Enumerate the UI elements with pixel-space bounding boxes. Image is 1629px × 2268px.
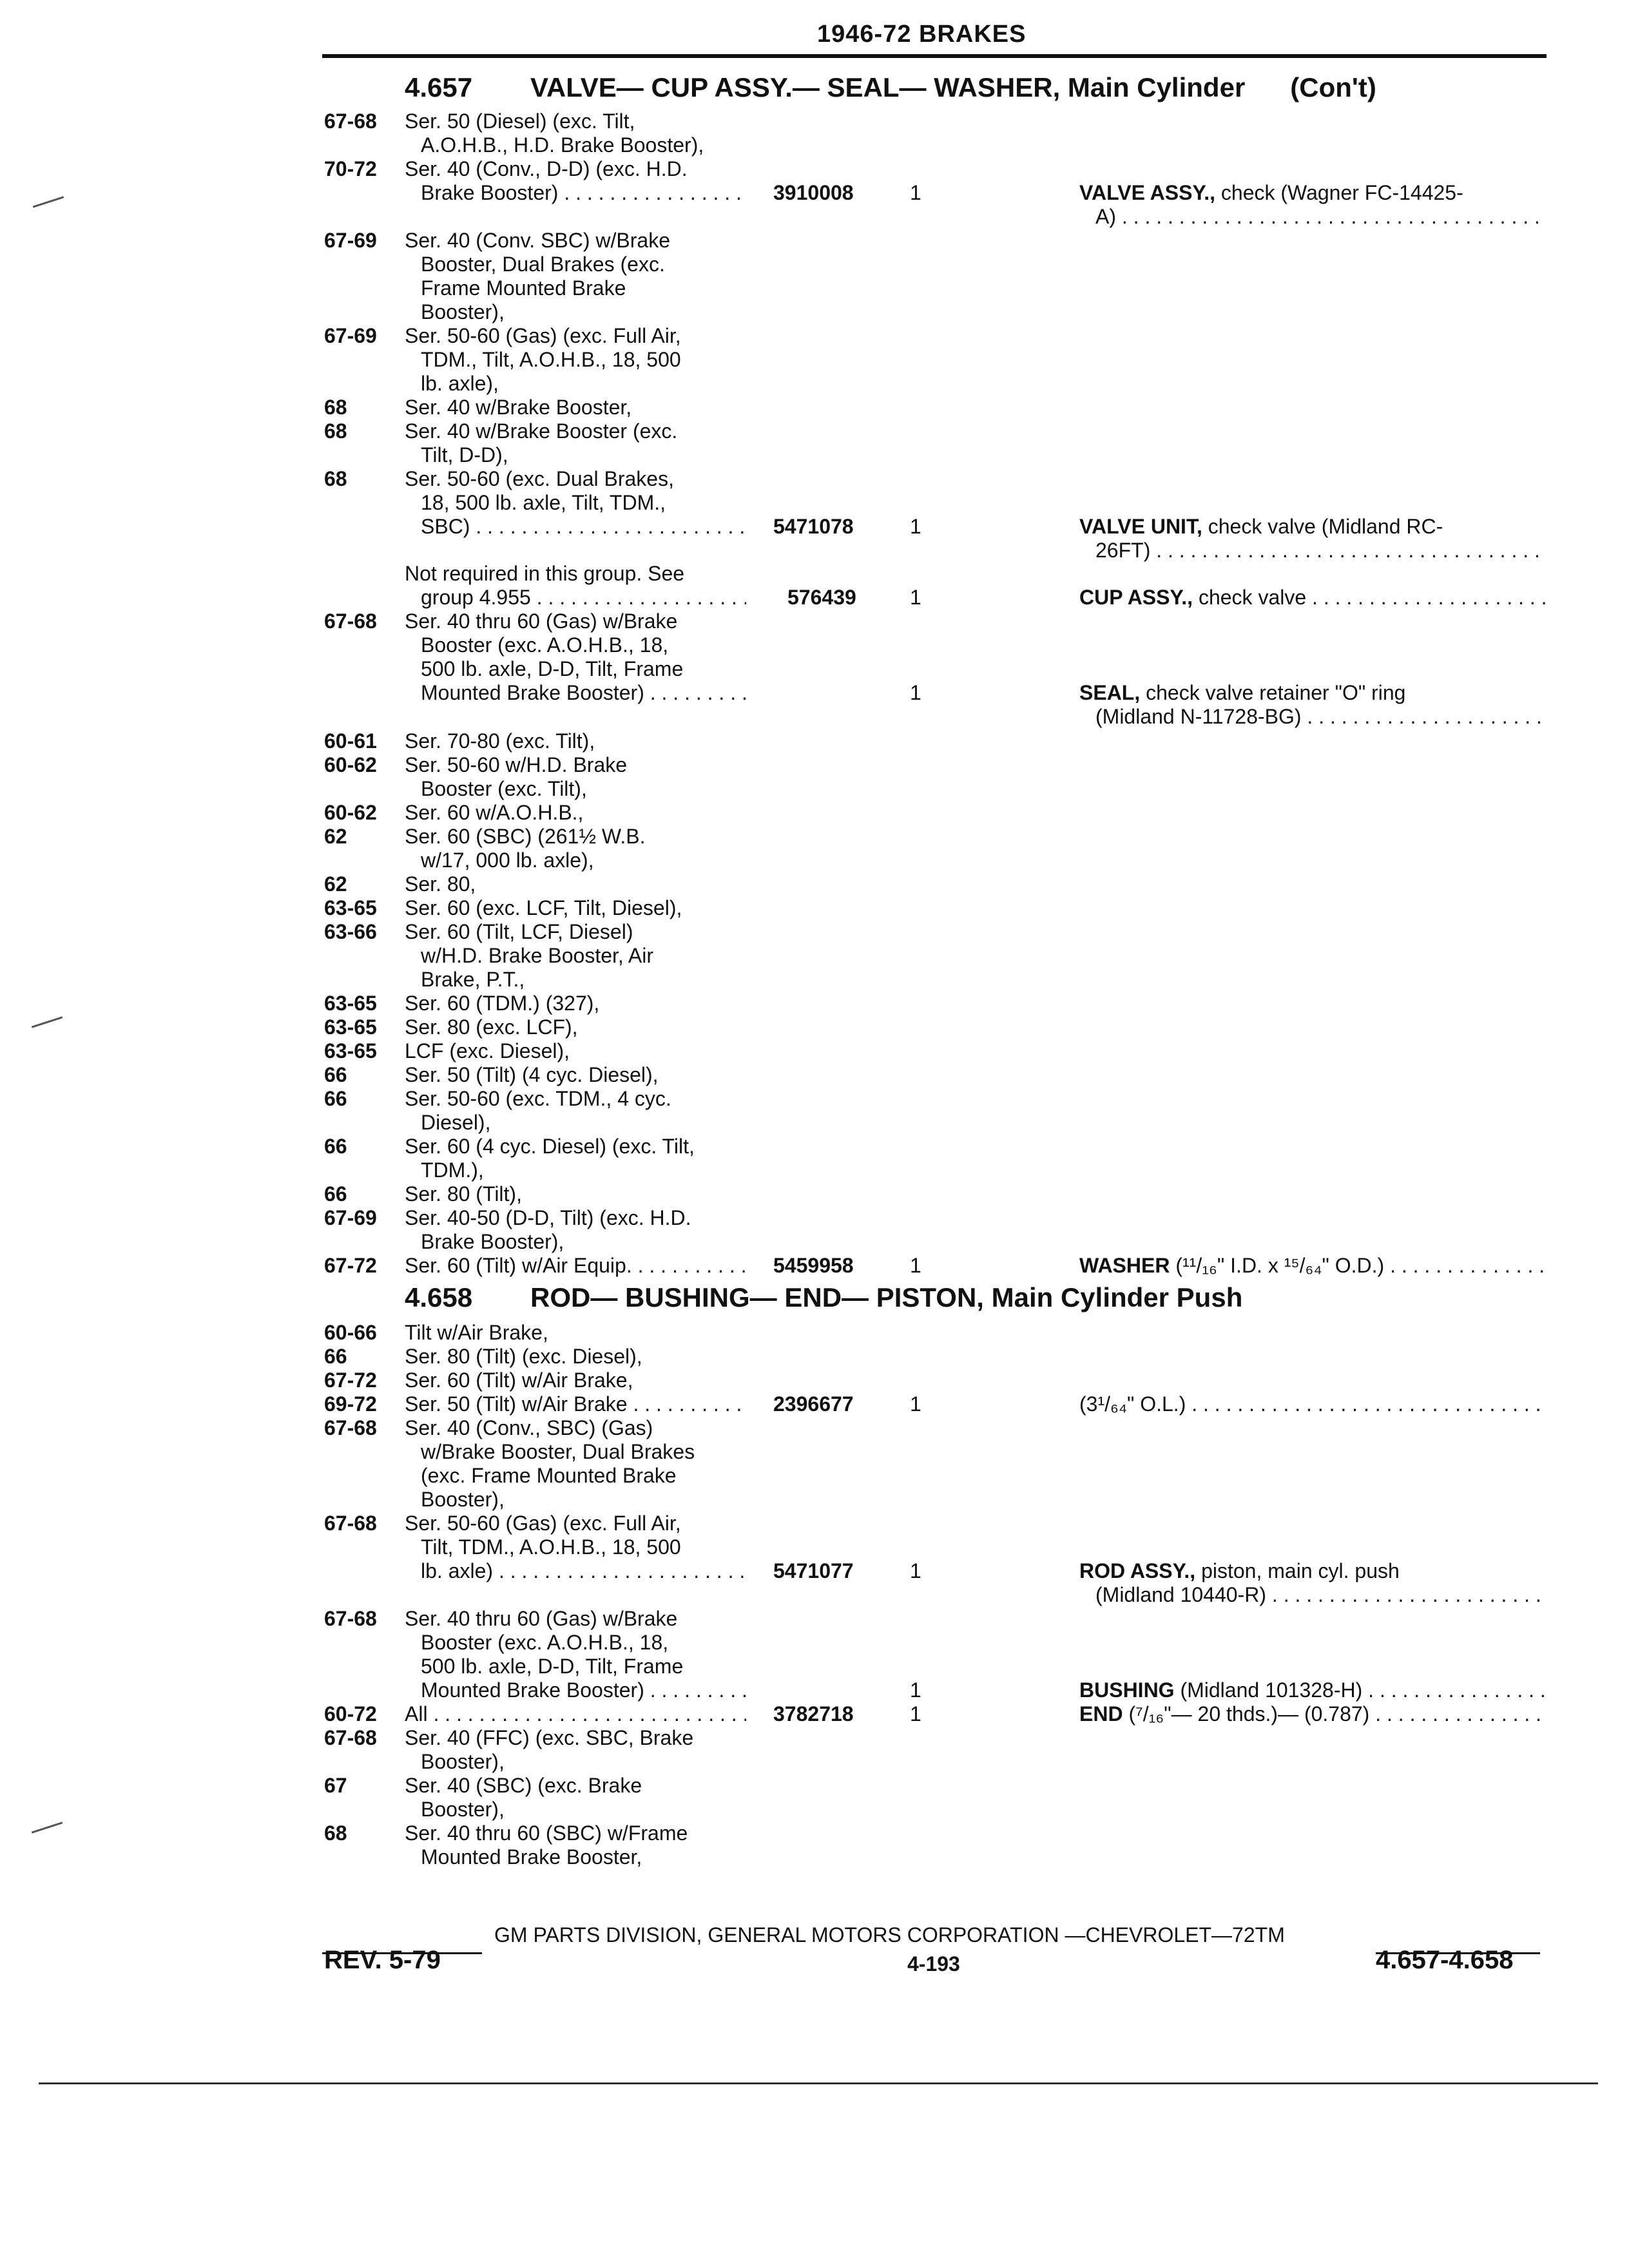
desc-line: Booster), [421,1750,505,1773]
desc-line: Ser. 80, [405,872,476,896]
year-range: 67-68 [324,1607,377,1630]
desc-line: Tilt w/Air Brake, [405,1321,548,1344]
part-detail-line: (Midland 10440-R) . . . [1079,1583,1547,1607]
year-range: 66 [324,1182,347,1206]
application-description [405,1416,746,1583]
part-detail-line: (Midland N-11728-BG) . . . [1079,705,1547,729]
desc-line: Ser. 40 thru 60 (SBC) w/Frame [405,1821,688,1845]
desc-line: lb. axle), [421,372,499,395]
application-description [405,1726,746,1869]
year-range: 68 [324,467,347,490]
section-title-4658 [405,1282,1242,1313]
desc-line: Frame Mounted Brake [421,276,626,300]
desc-line: Mounted Brake Booster, [421,1845,642,1869]
desc-line: Ser. 40 (SBC) (exc. Brake [405,1774,642,1797]
application-description [405,1321,746,1416]
desc-line: Ser. 50 (Diesel) (exc. Tilt, [405,110,635,133]
continued-label: (Con't) [1290,72,1376,102]
year-range: 67-69 [324,1206,377,1229]
desc-line: All . . . [405,1702,746,1726]
part-description [1079,1702,1547,1726]
part-detail: (3¹/₆₄" O.L.) [1079,1392,1186,1416]
part-number: 5471077 [773,1559,854,1582]
desc-line: Ser. 40 (Conv., D-D) (exc. H.D. [405,157,688,180]
quantity: 1 [910,1559,921,1582]
quantity: 1 [910,586,921,609]
year-range: 67-69 [324,229,377,252]
desc-line: lb. axle) . . . [405,1559,746,1583]
desc-line: Brake, P.T., [421,968,525,991]
desc-line: Brake Booster), [421,1230,564,1253]
desc-line: Ser. 60 (4 cyc. Diesel) (exc. Tilt, [405,1135,695,1158]
desc-line: Booster (exc. A.O.H.B., 18, [421,1631,669,1654]
year-range: 60-66 [324,1321,377,1344]
part-description [1079,1392,1547,1416]
desc-line: Tilt, TDM., A.O.H.B., 18, 500 [421,1535,681,1559]
desc-line: Booster), [421,300,505,323]
desc-line: Ser. 50-60 (exc. Dual Brakes, [405,467,674,490]
year-range: 68 [324,396,347,419]
year-range: 67-72 [324,1254,377,1277]
year-range: 67-68 [324,1416,377,1439]
quantity: 1 [910,1702,921,1725]
desc-line: Ser. 50-60 (Gas) (exc. Full Air, [405,1512,681,1535]
year-range: 67-68 [324,1726,377,1749]
part-number: 2396677 [773,1392,854,1416]
part-name: CUP ASSY., [1079,586,1193,609]
year-range: 63-65 [324,1015,377,1039]
desc-line: Ser. 40 w/Brake Booster, [405,396,632,419]
desc-line: (exc. Frame Mounted Brake [421,1464,677,1487]
desc-line: TDM.), [421,1158,484,1182]
application-description [405,110,746,205]
desc-line: Ser. 60 (exc. LCF, Tilt, Diesel), [405,896,682,919]
year-range: 66 [324,1135,347,1158]
part-detail-line: A) . . . [1079,205,1547,229]
part-number: 5471078 [773,515,854,538]
desc-line: Ser. 40 (Conv., SBC) (Gas) [405,1416,653,1439]
section-heading: VALVE— CUP ASSY.— SEAL— WASHER, Main Cylinder [530,72,1246,102]
section-range: 4.657-4.658 [1376,1946,1514,1974]
desc-line: TDM., Tilt, A.O.H.B., 18, 500 [421,348,681,371]
desc-line: Ser. 80 (Tilt) (exc. Diesel), [405,1345,642,1368]
desc-line: Ser. 80 (exc. LCF), [405,1015,578,1039]
desc-line: Tilt, D-D), [421,443,508,466]
application-description [405,229,746,539]
part-number: 3910008 [773,181,854,204]
desc-line: Ser. 60 (Tilt, LCF, Diesel) [405,920,633,943]
quantity: 1 [910,1392,921,1416]
part-name: END [1079,1702,1123,1725]
desc-line: 500 lb. axle, D-D, Tilt, Frame [421,657,684,680]
year-range: 66 [324,1345,347,1368]
part-description [1079,586,1547,610]
footer-publisher: GM PARTS DIVISION, GENERAL MOTORS CORPORATION —CHEVROLET—72TM [494,1923,1285,1946]
year-range: 63-65 [324,1039,377,1062]
year-range: 63-65 [324,896,377,919]
desc-line: Ser. 40 (FFC) (exc. SBC, Brake [405,1726,694,1749]
year-range: 69-72 [324,1392,377,1416]
page-number: 4-193 [907,1952,960,1975]
section-title-4657 [405,72,1376,103]
part-name: BUSHING [1079,1678,1175,1702]
desc-line: SBC) . . . [405,515,746,539]
part-detail: check valve (Midland RC- [1202,515,1443,538]
year-range: 70-72 [324,157,377,180]
part-detail: (¹¹/₁₆" I.D. x ¹⁵/₆₄" O.D.) [1170,1254,1385,1277]
desc-line: Ser. 60 (Tilt) w/Air Brake, [405,1369,633,1392]
application-description [405,562,746,610]
part-name: SEAL, [1079,681,1141,704]
page-header-title: 1946-72 BRAKES [817,21,1027,48]
quantity: 1 [910,515,921,538]
desc-line: Ser. 60 (TDM.) (327), [405,992,600,1015]
part-name: WASHER [1079,1254,1170,1277]
part-name: ROD ASSY., [1079,1559,1196,1582]
desc-line: Ser. 50 (Tilt) (4 cyc. Diesel), [405,1063,659,1086]
desc-line: Ser. 80 (Tilt), [405,1182,522,1206]
year-range: 67-68 [324,1512,377,1535]
desc-line: Booster), [421,1798,505,1821]
desc-line: 500 lb. axle, D-D, Tilt, Frame [421,1655,684,1678]
desc-line: Ser. 50-60 (exc. TDM., 4 cyc. [405,1087,671,1110]
margin-mark [33,196,64,207]
desc-line: Ser. 60 (SBC) (261½ W.B. [405,825,646,848]
desc-line: Mounted Brake Booster) . . . [405,1678,746,1702]
desc-line: Booster (exc. A.O.H.B., 18, [421,633,669,657]
desc-line: w/Brake Booster, Dual Brakes [421,1440,695,1463]
desc-line: Booster), [421,1488,505,1511]
section-number: 4.658 [405,1282,473,1312]
desc-line: Booster (exc. Tilt), [421,777,587,800]
year-range: 62 [324,825,347,848]
application-description [405,610,746,705]
year-range: 67-68 [324,110,377,133]
quantity: 1 [910,1254,921,1277]
margin-mark [32,1016,63,1028]
year-range: 67-68 [324,610,377,633]
quantity: 1 [910,181,921,204]
revision-label: REV. 5-79 [324,1946,441,1974]
desc-line: Diesel), [421,1111,491,1134]
year-range: 62 [324,872,347,896]
year-range: 67 [324,1774,347,1797]
part-description [1079,1559,1547,1607]
desc-line: Ser. 40 (Conv. SBC) w/Brake [405,229,670,252]
desc-line: Ser. 50 (Tilt) w/Air Brake . . . [405,1392,746,1416]
part-description [1079,181,1547,229]
part-name: VALVE ASSY., [1079,181,1216,204]
year-range: 60-61 [324,729,377,753]
year-range: 60-62 [324,801,377,824]
year-range: 66 [324,1087,347,1110]
desc-line: Not required in this group. See [405,562,685,585]
desc-line: Ser. 70-80 (exc. Tilt), [405,729,595,753]
desc-line: w/17, 000 lb. axle), [421,849,594,872]
year-range: 66 [324,1063,347,1086]
section-number: 4.657 [405,72,473,102]
year-range: 67-69 [324,324,377,347]
quantity: 1 [910,681,921,704]
desc-line: Ser. 40 thru 60 (Gas) w/Brake [405,1607,678,1630]
year-range: 63-65 [324,992,377,1015]
year-range: 67-72 [324,1369,377,1392]
part-number: 3782718 [773,1702,854,1725]
desc-line: group 4.955 . . . [405,586,746,610]
part-detail: (⁷/₁₆"— 20 thds.)— (0.787) [1123,1702,1370,1725]
application-description [405,1702,746,1726]
bottom-scan-rule [39,2082,1598,2084]
desc-line: Ser. 40-50 (D-D, Tilt) (exc. H.D. [405,1206,691,1229]
part-description [1079,1254,1547,1278]
application-description [405,729,746,1278]
desc-line: Ser. 60 w/A.O.H.B., [405,801,584,824]
quantity: 1 [910,1678,921,1702]
year-range: 60-72 [324,1702,377,1725]
desc-line: Booster, Dual Brakes (exc. [421,253,665,276]
desc-line: Mounted Brake Booster) . . . [405,681,746,705]
year-range: 60-62 [324,753,377,776]
part-detail: check (Wagner FC-14425- [1215,181,1463,204]
part-detail: piston, main cyl. push [1195,1559,1400,1582]
desc-line: A.O.H.B., H.D. Brake Booster), [421,133,704,157]
year-range: 68 [324,419,347,443]
part-detail-line: 26FT) . . . [1079,539,1547,562]
desc-line: Ser. 50-60 (Gas) (exc. Full Air, [405,324,681,347]
part-name: VALVE UNIT, [1079,515,1202,538]
desc-line: 18, 500 lb. axle, Tilt, TDM., [421,491,666,514]
part-description [1079,681,1547,729]
margin-mark [32,1821,63,1833]
part-description [1079,1678,1547,1702]
desc-line: Ser. 50-60 w/H.D. Brake [405,753,628,776]
section-heading: ROD— BUSHING— END— PISTON, Main Cylinder Push [530,1282,1243,1312]
header-rule [322,54,1547,58]
desc-line: LCF (exc. Diesel), [405,1039,570,1062]
part-description [1079,515,1547,562]
desc-line: Brake Booster) . . . [405,181,746,205]
application-description [405,1607,746,1702]
part-detail: check valve retainer "O" ring [1140,681,1406,704]
part-detail: check valve [1193,586,1307,609]
part-detail: (Midland 101328-H) [1174,1678,1363,1702]
year-range: 63-66 [324,920,377,943]
part-number: 5459958 [773,1254,854,1277]
desc-line: Ser. 60 (Tilt) w/Air Equip. . . . [405,1254,746,1278]
year-range: 68 [324,1821,347,1845]
desc-line: Ser. 40 w/Brake Booster (exc. [405,419,678,443]
desc-line: Ser. 40 thru 60 (Gas) w/Brake [405,610,678,633]
desc-line: w/H.D. Brake Booster, Air [421,944,654,967]
part-number: 576439 [787,586,856,609]
